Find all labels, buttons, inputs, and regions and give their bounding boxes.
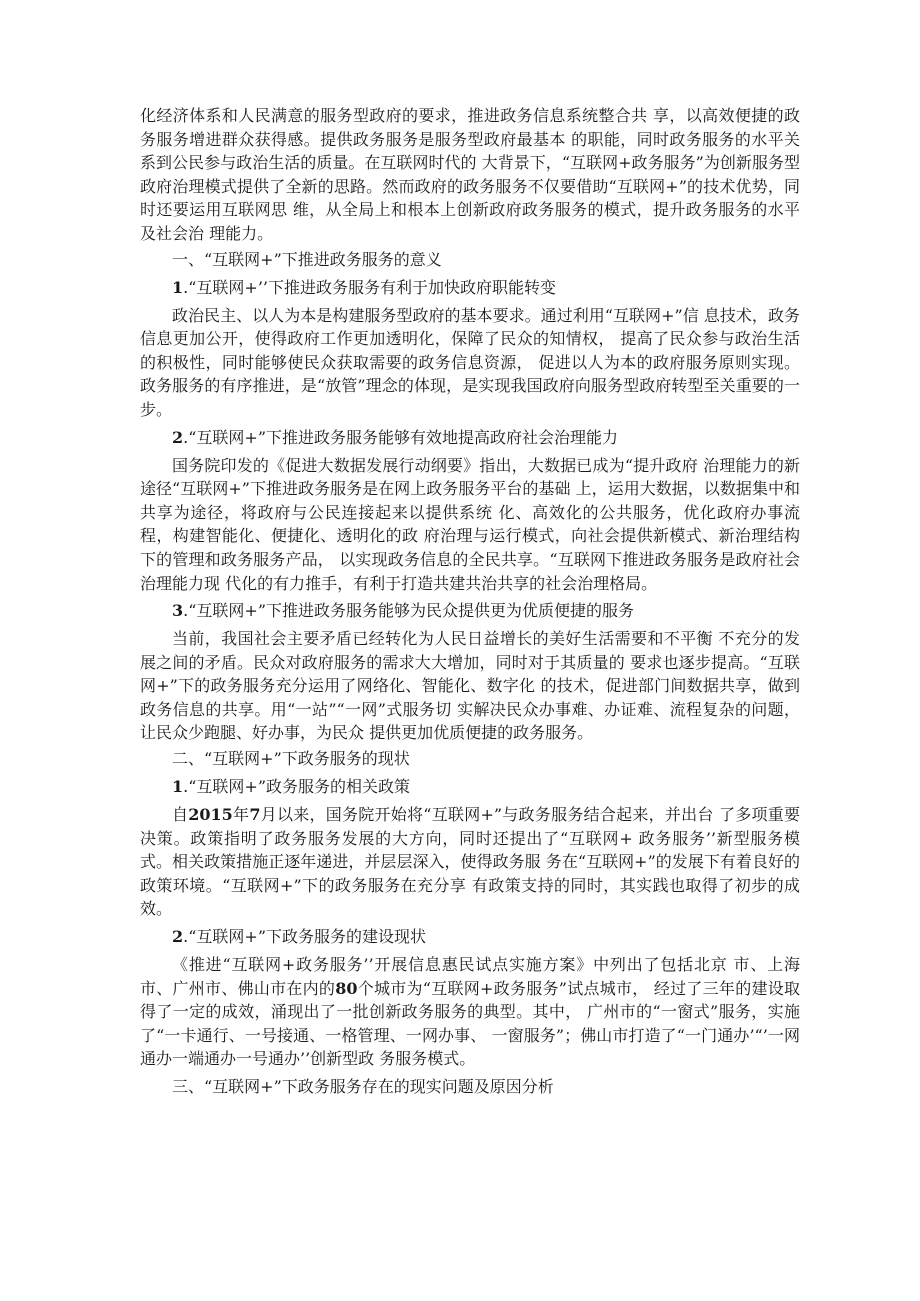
- section-heading-1: 一、“互联网+”下推进政务服务的意义: [172, 249, 442, 269]
- paragraph-intro: 化经济体系和人民满意的服务型政府的要求，推进政务信息系统整合共 享，以高效便捷的政务服务增进群众获得感。提供政务服务是服务型政府最基本 的职能，同时政务服务的水平关系到公民参与政治生活的质量。在互联网时代的 大背景下，“互联网+政务服务”为创新服务型政府治理模式提供了全新的思路。然而政府的政务服务不仅要借助“互联网+”的技术优势，同时还要运用互联网思 维，从全局上和根本上创新政府政务服务的模式，提升政务服务的水平及社会治 理能力。: [140, 106, 800, 243]
- text-run: 自: [172, 805, 189, 825]
- city-count: 80: [335, 978, 358, 998]
- subsection-heading-1-1: [140, 276, 800, 300]
- subsection-title: .“互联网+”政务服务的相关政策: [183, 777, 410, 797]
- subsection-number: 2: [172, 927, 184, 947]
- document-page: [140, 104, 800, 1101]
- subsection-heading-1-2: [140, 426, 800, 450]
- section-heading-3: 三、“互联网+”下政务服务存在的现实问题及原因分析: [172, 1077, 554, 1096]
- subsection-title: .“互联网+”下政务服务的建设现状: [183, 927, 426, 947]
- year-value: 2015: [188, 805, 233, 825]
- subsection-heading-1-3: [140, 599, 800, 623]
- section-heading-2: 二、“互联网+”下政务服务的现状: [172, 749, 410, 769]
- paragraph-1-1: 政治民主、以人为本是构建服务型政府的基本要求。通过利用“互联网+”信 息技术，政务信息更加公开，使得政府工作更加透明化，保障了民众的知情权， 提高了民众参与政治生活的积极性，同时能够使民众获取需要的政务信息资源， 促进以人为本的政府服务原则实现。政务服务的有序推进，是“放管”理念的体现，是实现我国政府向服务型政府转型至关重要的一步。: [140, 305, 800, 419]
- text-run: 《推进“互联网+政务服务’’开展信息惠民试点实施方案》中列出了包括北京 市、上海市、广州市、佛山市在内的: [140, 955, 800, 998]
- subsection-title: .“互联网+”下推进政务服务能够为民众提供更为优质便捷的服务: [183, 601, 634, 621]
- paragraph-2-2: [140, 953, 800, 1071]
- subsection-number: 3: [172, 601, 184, 621]
- text-run: 年: [232, 805, 250, 825]
- paragraph-1-3: 当前，我国社会主要矛盾已经转化为人民日益增长的美好生活需要和不平衡 不充分的发展之间的矛盾。民众对政府服务的需求大大增加，同时对于其质量的 要求也逐步提高。“互联网+”下的政务服务充分运用了网络化、智能化、数字化 的技术，促进部门间数据共享，做到政务信息的共享。用“一站”“一网”式服务切 实解决民众办事难、办证难、流程复杂的问题，让民众少跑腿、好办事，为民众 提供更加优质便捷的政务服务。: [140, 629, 800, 743]
- paragraph-2-1: [140, 803, 800, 921]
- month-value: 7: [249, 805, 261, 825]
- subsection-number: 1: [172, 277, 184, 297]
- subsection-heading-2-2: [140, 925, 800, 949]
- subsection-title: .“互联网+”下推进政务服务能够有效地提高政府社会治理能力: [183, 427, 618, 447]
- subsection-heading-2-1: [140, 775, 800, 799]
- subsection-title: .“互联网+’’下推进政务服务有利于加快政府职能转变: [183, 277, 556, 297]
- text-run: 月以来，国务院开始将“互联网+”与政务服务结合起来，并出台 了多项重要决策。政策指明了政务服务发展的大方向，同时还提出了“互联网+ 政务服务’’新型服务模式。相关政策措施正逐年递进，并层层深入，使得政务服 务在“互联网+”的发展下有着良好的政策环境。“互联网+”下的政务服务在充分享 有政策支持的同时，其实践也取得了初步的成效。: [140, 805, 800, 919]
- text-run: 个城市为“互联网+政务服务”试点城市， 经过了三年的建设取得了一定的成效，涌现出了一批创新政务服务的典型。其中， 广州市的“一窗式”服务，实施了“一卡通行、一号接通、一格管理、一网办事、 一窗服务”；佛山市打造了“一门通办’“’一网通办一端通办一号通办’’创新型政 务服务模式。: [140, 978, 800, 1069]
- paragraph-1-2: 国务院印发的《促进大数据发展行动纲要》指出，大数据已成为“提升政府 治理能力的新途径“互联网+”下推进政务服务是在网上政务服务平台的基础 上，运用大数据，以数据集中和共享为途径，将政府与公民连接起来以提供系统 化、高效化的公共服务，优化政府办事流程，构建智能化、便捷化、透明化的政 府治理与运行模式，向社会提供新模式、新治理结构下的管理和政务服务产品， 以实现政务信息的全民共享。“互联网下推进政务服务是政府社会治理能力现 代化的有力推手，有利于打造共建共治共享的社会治理格局。: [140, 455, 800, 593]
- subsection-number: 1: [172, 777, 184, 797]
- subsection-number: 2: [172, 427, 184, 447]
